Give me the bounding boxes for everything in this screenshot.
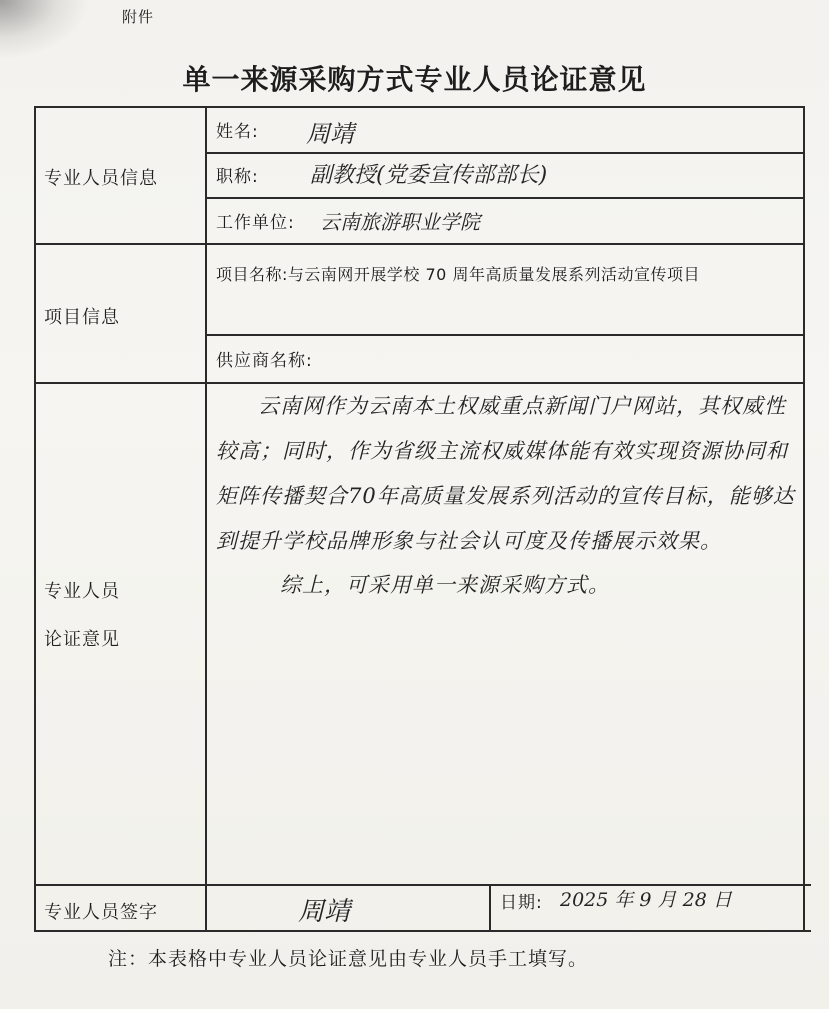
date-field-label: 日期: <box>500 893 543 913</box>
footer-note: 注：本表格中专业人员论证意见由专业人员手工填写。 <box>108 948 589 970</box>
page-shadow <box>0 0 90 60</box>
row-divider-project <box>205 334 805 336</box>
employer-field-label: 工作单位: <box>216 213 295 233</box>
attachment-label: 附件 <box>122 8 155 26</box>
employer-field-value: 云南旅游职业学院 <box>320 210 480 234</box>
date-cell-divider <box>489 884 491 932</box>
signature-value: 周靖 <box>298 897 351 927</box>
signature-section-label: 专业人员签字 <box>44 902 158 923</box>
opinion-conclusion: 综上，可采用单一来源采购方式。 <box>280 573 610 597</box>
date-field-value: 2025 年 9 月 28 日 <box>560 889 732 911</box>
table-column-divider <box>205 106 207 932</box>
title-field-value: 副教授(党委宣传部部长) <box>310 163 548 188</box>
page-title: 单一来源采购方式专业人员论证意见 <box>182 63 647 96</box>
name-field-label: 姓名: <box>216 122 259 142</box>
project-info-section-label: 项目信息 <box>44 307 120 328</box>
table-border-top <box>34 106 805 108</box>
opinion-section-label-line1: 专业人员 <box>44 581 120 602</box>
project-name-field <box>216 256 802 294</box>
table-border-bottom <box>34 930 811 932</box>
expert-info-section-label: 专业人员信息 <box>44 168 158 189</box>
row-divider-title <box>205 197 805 199</box>
opinion-body: 云南网作为云南本土权威重点新闻门户网站，其权威性较高；同时，作为省级主流权威媒体能有效实现资源协同和矩阵传播契合70年高质量发展系列活动的宣传目标，能够达到提升学校品牌形象与社会认可度及传播展示效果。 <box>216 394 795 553</box>
name-field-value: 周靖 <box>306 120 354 148</box>
title-field-label: 职称: <box>216 167 259 187</box>
project-name-label: 项目名称: <box>216 265 288 284</box>
opinion-handwritten-text <box>216 384 806 608</box>
opinion-section-label-line2: 论证意见 <box>44 629 120 650</box>
project-name-value: 与云南网开展学校 70 周年高质量发展系列活动宣传项目 <box>287 265 700 284</box>
supplier-field-label: 供应商名称: <box>216 351 313 371</box>
row-divider-name <box>205 152 805 154</box>
section-divider-expert <box>34 243 805 245</box>
table-border-left <box>34 106 36 932</box>
